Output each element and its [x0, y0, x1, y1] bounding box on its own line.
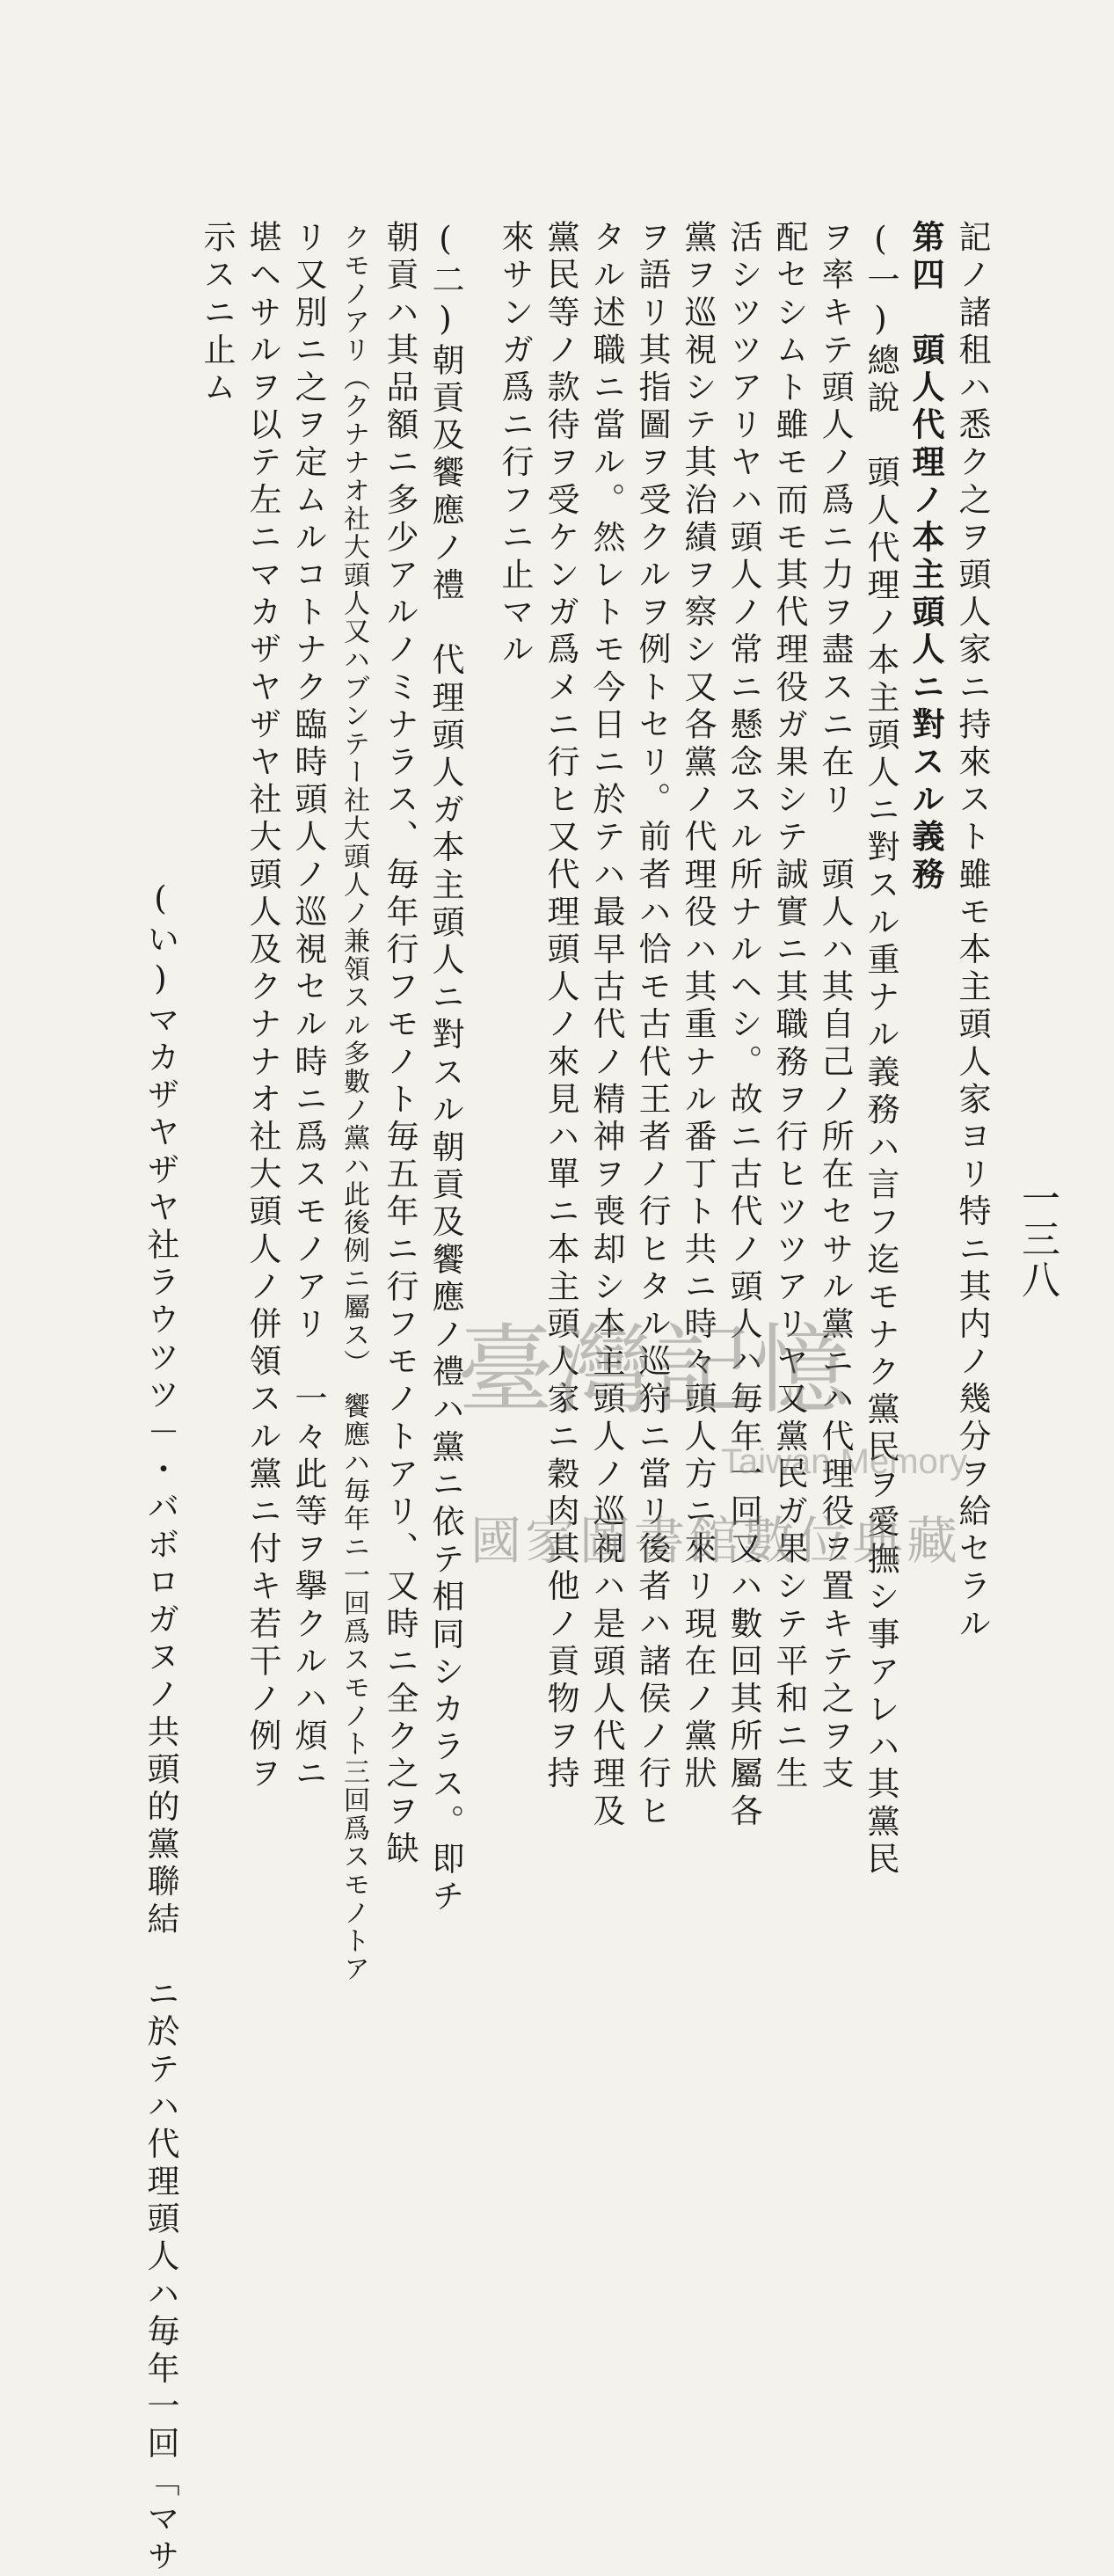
text-column-10: 黨民等ノ款待ヲ受ケンガ爲メニ行ヒ又代理頭人ノ來見ハ單ニ本主頭人家ニ穀肉其他ノ貢物ヲ持 — [542, 220, 579, 1794]
text-column-5: 配セシムト雖モ而モ其代理役ガ果シテ誠實ニ其職務ヲ行ヒツツアリヤ又黨民ガ果シテ平和ニ生 — [770, 220, 808, 1794]
text-column-4: ヲ率キテ頭人ノ爲ニ力ヲ盡スニ在リ 頭人ハ其自己ノ所在セサル黨ニハ代理役ヲ置キテ之ヲ支 — [816, 220, 854, 1794]
text-column-12: (二)朝貢及饗應ノ禮 代理頭人ガ本主頭人ニ對スル朝貢及饗應ノ禮ハ黨ニ依テ相同シカラス。即チ — [426, 220, 464, 1916]
text-column-8: ヲ語リ其指圖ヲ受クルヲ例トセリ。前者ハ恰モ古代王者ノ行ヒタル巡狩ニ當リ後者ハ諸侯ノ行ヒ — [633, 220, 671, 1831]
text-column-7: 黨ヲ巡視シテ其治績ヲ察シ又各黨ノ代理役ハ其重ナル番丁ト共ニ時々頭人方ニ來リ現在ノ黨狀 — [679, 220, 717, 1794]
watermark-logo: 臺灣記憶 — [457, 1314, 851, 1427]
text-column-11: 來サンガ爲ニ行フニ止マル — [496, 220, 534, 670]
text-column-16: 堪ヘサルヲ以テ左ニマカザヤザヤ社大頭人及クナナオ社大頭人ノ併領スル黨ニ付キ若干ノ例ヲ — [244, 220, 281, 1794]
text-column-3: (一)總說 頭人代理ノ本主頭人ニ對スル重ナル義務ハ言フ迄モナク黨民ヲ愛撫シ事アレハ其黨民 — [862, 220, 899, 1879]
text-column-17: 示スニ止ム — [198, 220, 236, 407]
text-column-15: リ又別ニ之ヲ定ムルコトナク臨時頭人ノ巡視セル時ニ爲スモノアリ 一々此等ヲ擧クルハ煩ニ — [289, 220, 327, 1794]
text-column-18: (い)マカザヤザヤ社ラウツツ－・バボロガヌノ共頭的黨聯結 ニ於テハ代理頭人ハ毎年一回「マサ — [142, 879, 179, 2576]
text-column-6: 活シツツアリヤハ頭人ノ常ニ懸念スル所ナルヘシ。故ニ古代ノ頭人ハ毎年一回又ハ數回其所屬各 — [724, 220, 762, 1831]
watermark-english: Taiwan Memory — [721, 1442, 968, 1481]
section-heading: 第四 頭人代理ノ本主頭人ニ對スル義務 — [906, 220, 945, 894]
page-number: 一三八 — [1015, 1179, 1059, 1300]
text-column-13: 朝貢ハ其品額ニ多少アルノミナラス、毎年行フモノト毎五年ニ行フモノトアリ、又時ニ全ク之ヲ缺 — [381, 220, 419, 1869]
text-column-14: クモノアリ（クナナオ社大頭人又ハブンテー社大頭人ノ兼領スル多數ノ黨ハ此後例ニ屬ス） 饗應ハ毎年ニ一回爲スモノト三回爲スモノトア — [339, 223, 369, 1983]
text-column-1: 記ノ諸租ハ悉ク之ヲ頭人家ニ持來スト雖モ本主頭人家ヨリ特ニ其内ノ幾分ヲ給セラル — [953, 220, 991, 1644]
text-column-9: タル述職ニ當ル。然レトモ今日ニ於テハ最早古代ノ精神ヲ喪却シ本主頭人ノ巡視ハ是頭人代理及 — [587, 220, 625, 1831]
watermark-subtitle: 國家圖書館數位典藏 — [470, 1511, 962, 1571]
